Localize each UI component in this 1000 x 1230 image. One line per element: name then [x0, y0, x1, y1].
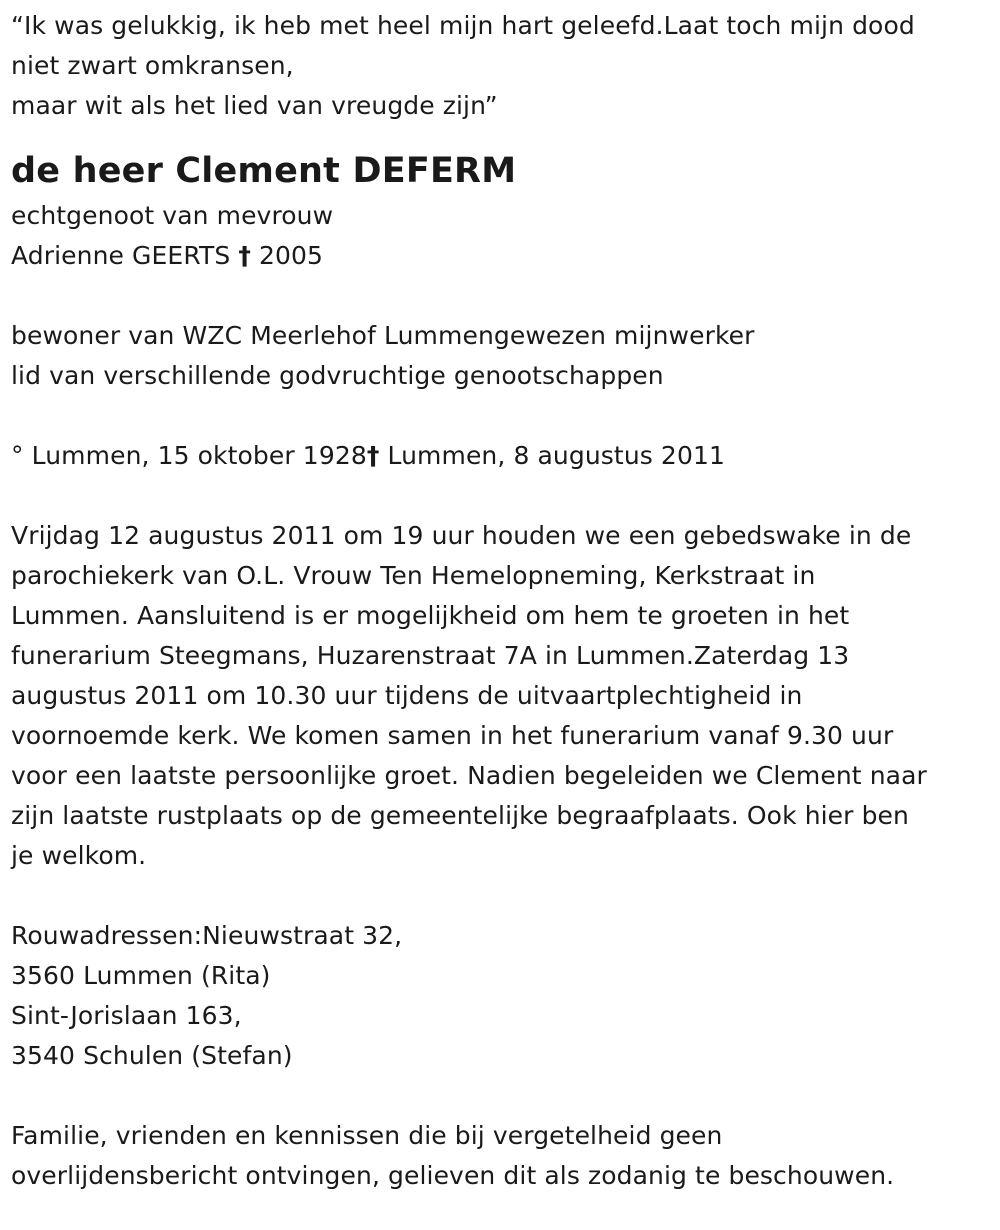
ceremony-line: je welkom.: [11, 841, 147, 870]
quote-line: maar wit als het lied van vreugde zijn”: [11, 91, 498, 120]
life-dates: [11, 436, 990, 476]
quote-line: “Ik was gelukkig, ik heb met heel mijn hart geleefd.Laat toch mijn dood: [11, 11, 915, 40]
addresses-block: [11, 916, 990, 1076]
ceremony-line: zijn laatste rustplaats op de gemeentelijke begraafplaats. Ook hier ben: [11, 801, 909, 830]
ceremony-line: augustus 2011 om 10.30 uur tijdens de uitvaartplechtigheid in: [11, 681, 803, 710]
spouse-intro: echtgenoot van mevrouw: [11, 201, 334, 230]
about-block: [11, 316, 990, 396]
ceremony-block: [11, 516, 990, 876]
quote-block: [11, 6, 990, 126]
closing-line: Familie, vrienden en kennissen die bij vergetelheid geen: [11, 1121, 723, 1150]
closing-line: overlijdensbericht ontvingen, gelieven dit als zodanig te beschouwen.: [11, 1161, 895, 1190]
address-line: 3560 Lummen (Rita): [11, 961, 271, 990]
spacer: [11, 476, 990, 516]
quote-line: niet zwart omkransen,: [11, 51, 294, 80]
spacer: [11, 1076, 990, 1116]
spouse-block: [11, 196, 990, 276]
spouse-line: [11, 236, 990, 276]
ceremony-line: voor een laatste persoonlijke groet. Nadien begeleiden we Clement naar: [11, 761, 927, 790]
about-line: bewoner van WZC Meerlehof Lummengewezen mijnwerker: [11, 321, 755, 350]
birth-date: ° Lummen, 15 oktober 1928: [11, 441, 367, 470]
about-line: lid van verschillende godvruchtige genootschappen: [11, 361, 664, 390]
ceremony-line: Lummen. Aansluitend is er mogelijkheid om hem te groeten in het: [11, 601, 850, 630]
address-line: 3540 Schulen (Stefan): [11, 1041, 293, 1070]
deceased-name: de heer Clement DEFERM: [11, 151, 517, 191]
ceremony-line: Vrijdag 12 augustus 2011 om 19 uur houden we een gebedswake in de: [11, 521, 912, 550]
ceremony-line: voornoemde kerk. We komen samen in het funerarium vanaf 9.30 uur: [11, 721, 894, 750]
address-line: Sint-Jorislaan 163,: [11, 1001, 242, 1030]
spouse-name: Adrienne GEERTS: [11, 241, 231, 270]
spacer: [11, 396, 990, 436]
ceremony-line: parochiekerk van O.L. Vrouw Ten Hemelopneming, Kerkstraat in: [11, 561, 816, 590]
cross-icon: †: [366, 441, 380, 470]
death-date: Lummen, 8 augustus 2011: [379, 441, 725, 470]
ceremony-line: funerarium Steegmans, Huzarenstraat 7A in Lummen.Zaterdag 13: [11, 641, 850, 670]
cross-icon: †: [238, 241, 251, 270]
spouse-death-year: 2005: [259, 241, 324, 270]
closing-block: [11, 1116, 990, 1196]
address-line: Rouwadressen:Nieuwstraat 32,: [11, 921, 403, 950]
spacer: [11, 876, 990, 916]
spacer: [11, 276, 990, 316]
